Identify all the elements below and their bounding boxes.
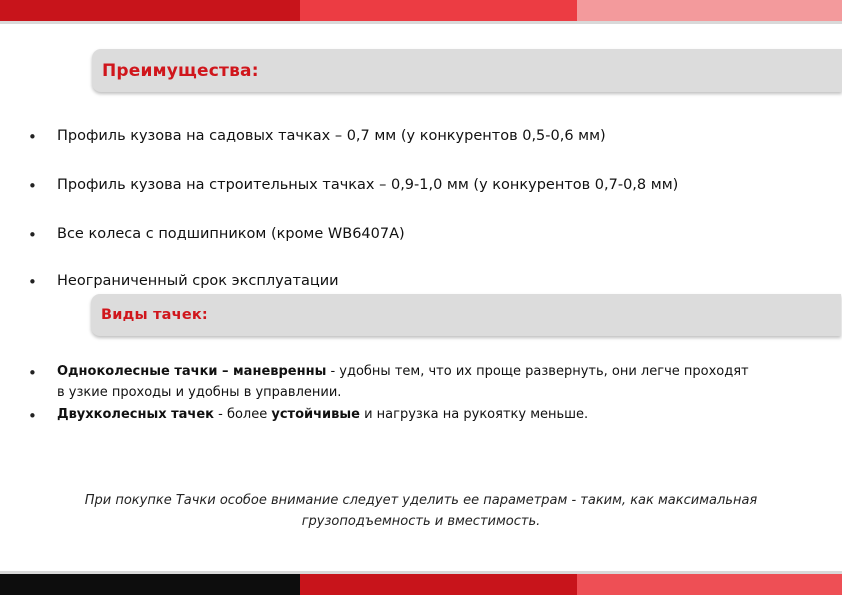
type-description-end: и нагрузка на рукоятку меньше. xyxy=(359,407,589,422)
bottom-decorative-bar xyxy=(0,574,842,595)
type-name: Одноколесные тачки – маневренны xyxy=(57,364,327,379)
note-line-1: При покупке Тачки особое внимание следует уделить ее параметрам - таким, как максимальная xyxy=(84,493,758,508)
types-header-panel xyxy=(91,294,841,336)
bullet-icon: • xyxy=(28,128,37,146)
purchase-note xyxy=(0,490,842,532)
bullet-icon: • xyxy=(28,177,37,195)
top-divider-line xyxy=(0,21,842,24)
bullet-icon: • xyxy=(28,364,37,382)
type-text xyxy=(57,407,588,422)
top-decorative-bar xyxy=(0,0,842,21)
types-title: Виды тачек: xyxy=(101,307,208,323)
advantage-text: Профиль кузова на строительных тачках – 0,9-1,0 мм (у конкурентов 0,7-0,8 мм) xyxy=(57,177,679,193)
advantages-title: Преимущества: xyxy=(102,61,259,81)
top-bar-segment-light-red xyxy=(300,0,577,21)
type-emphasis: устойчивые xyxy=(271,407,360,422)
advantage-text: Неограниченный срок эксплуатации xyxy=(57,273,339,289)
type-description: - более xyxy=(213,407,272,422)
type-text xyxy=(57,364,749,379)
advantage-text: Профиль кузова на садовых тачках – 0,7 мм (у конкурентов 0,5-0,6 мм) xyxy=(57,128,606,144)
top-bar-segment-pink xyxy=(577,0,842,21)
bottom-bar-segment-red xyxy=(300,574,577,595)
top-bar-segment-red xyxy=(0,0,300,21)
note-line-2: грузоподъемность и вместимость. xyxy=(301,514,541,529)
bullet-icon: • xyxy=(28,226,37,244)
advantages-header-panel xyxy=(92,49,842,92)
bullet-icon: • xyxy=(28,273,37,291)
bottom-bar-segment-light-red xyxy=(577,574,842,595)
type-description-continuation: в узкие проходы и удобны в управлении. xyxy=(57,385,342,400)
bullet-icon: • xyxy=(28,407,37,425)
advantage-text: Все колеса с подшипником (кроме WB6407A) xyxy=(57,226,405,242)
bottom-bar-segment-dark xyxy=(0,574,300,595)
type-name: Двухколесных тачек xyxy=(57,407,214,422)
type-description: - удобны тем, что их проще развернуть, они легче проходят xyxy=(326,364,749,379)
